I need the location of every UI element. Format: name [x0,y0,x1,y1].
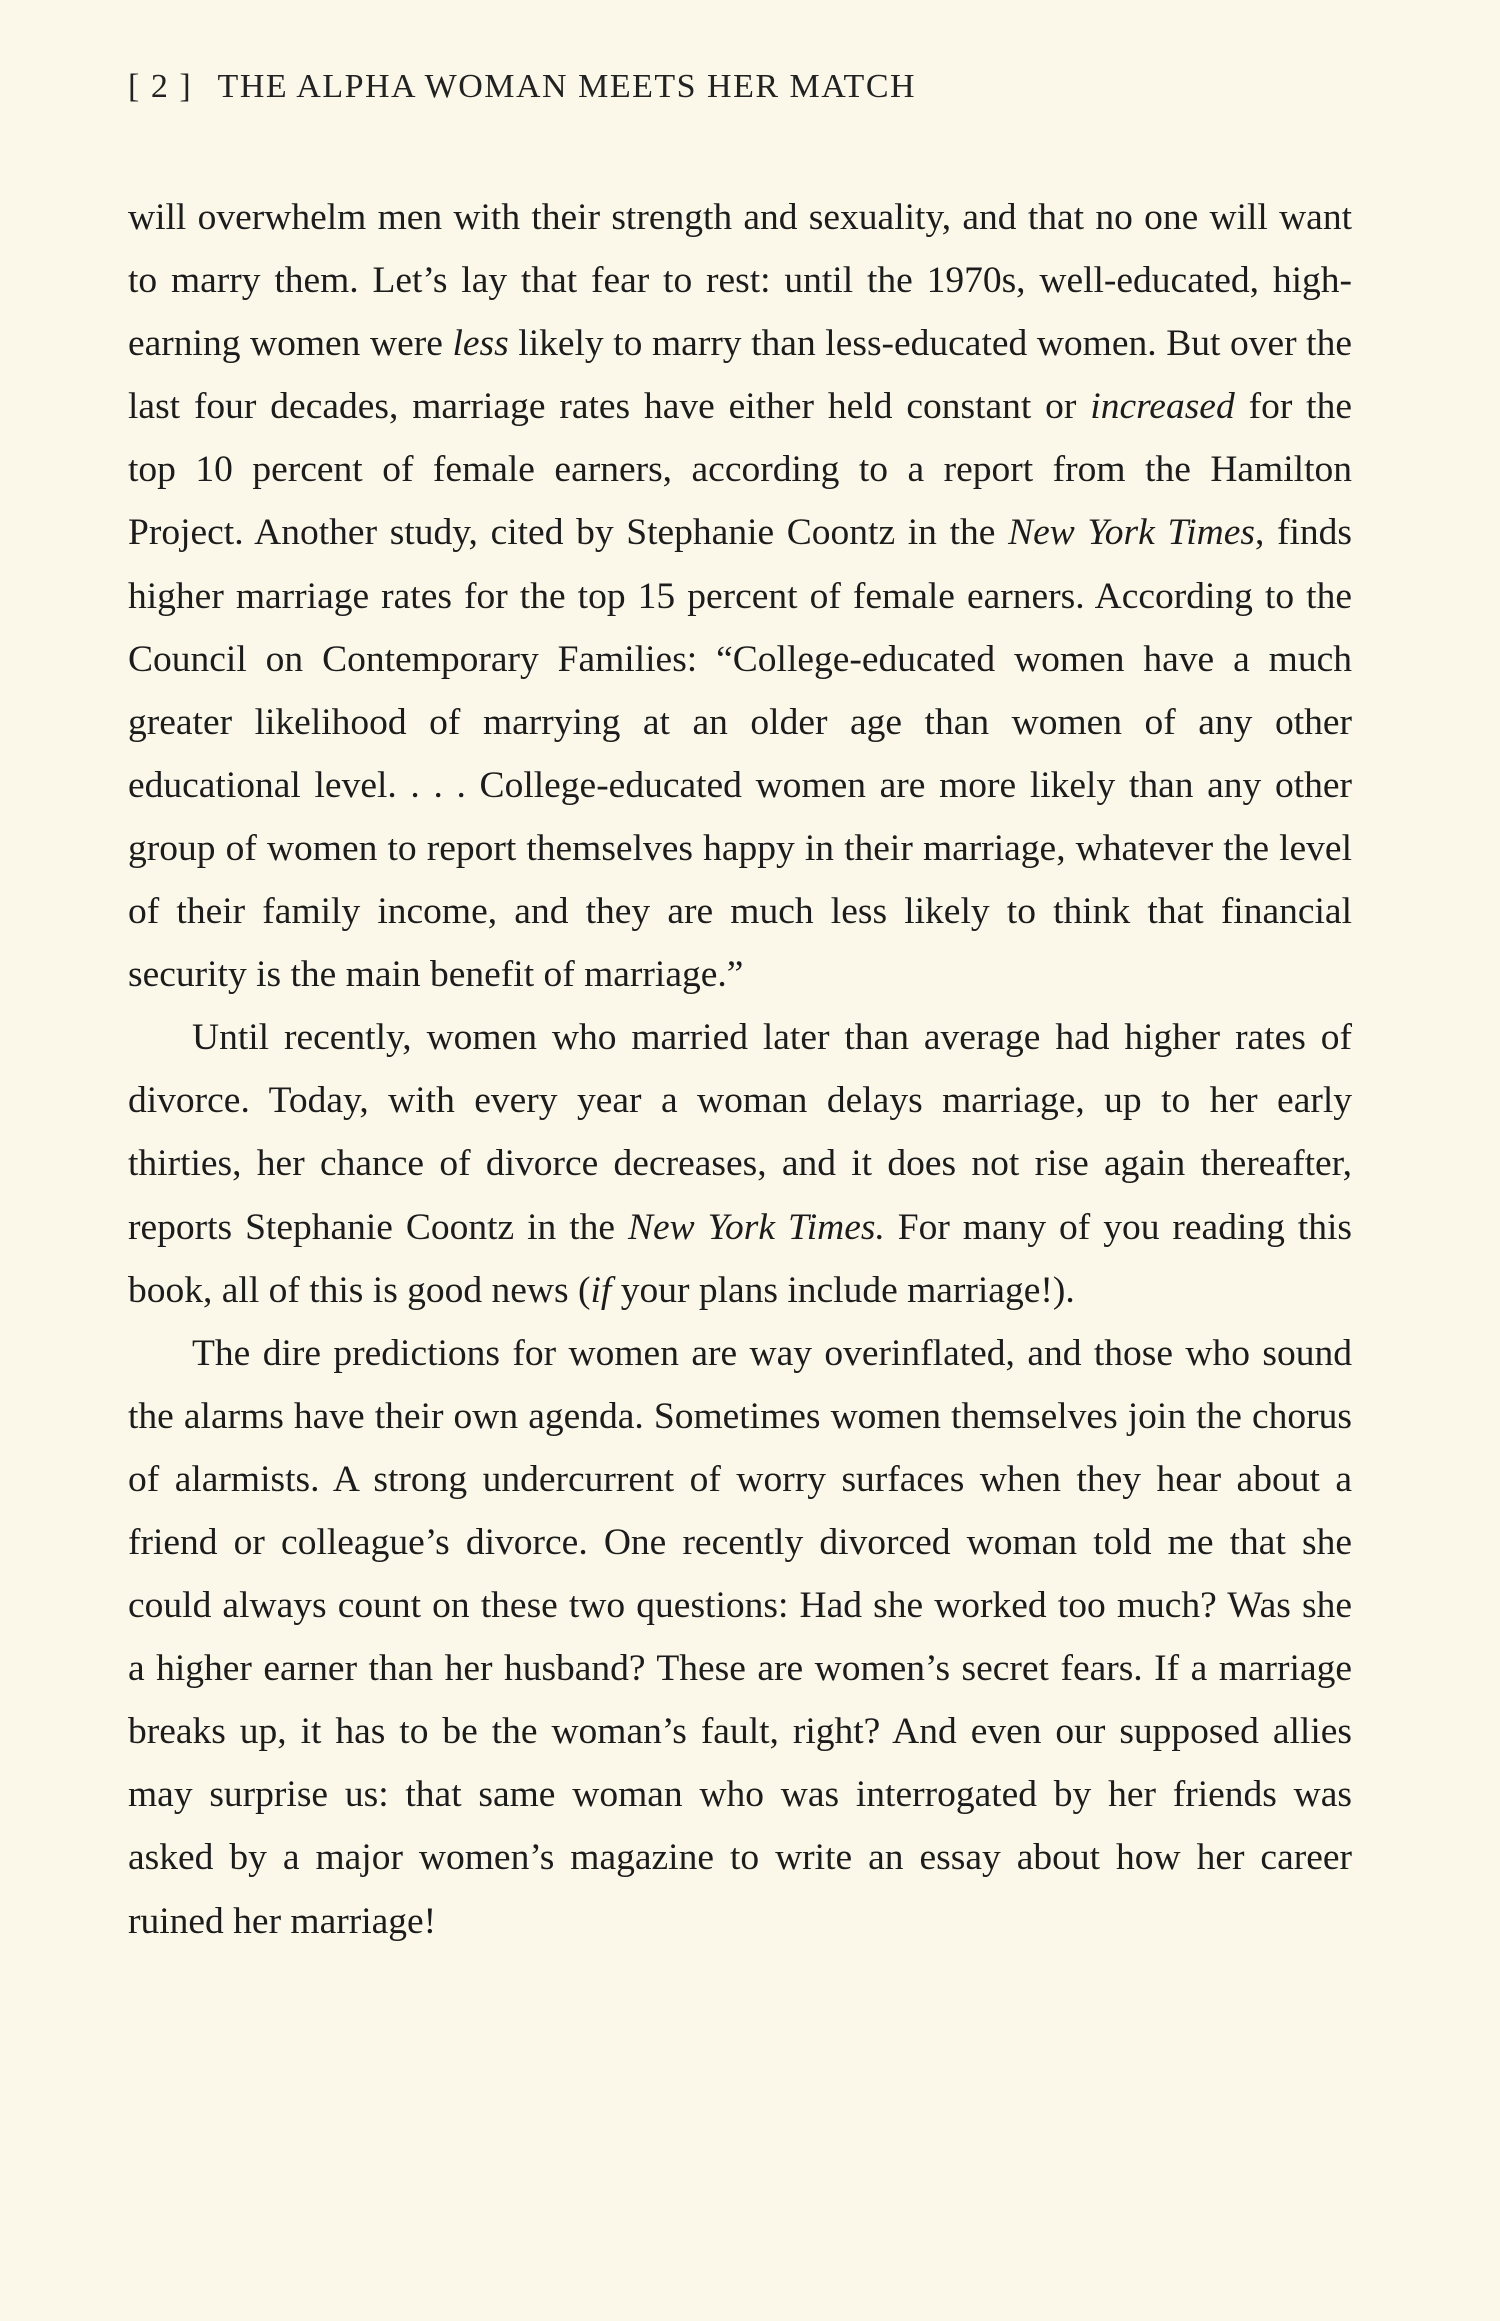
paragraph-3 [128,1322,1352,1953]
paragraph-1 [128,186,1352,1006]
text-segment: Until recently, women who married later than average had higher rates of divorce. Today, with every year a woman delays marriage, up to her early thirties, her chance of divorce decreases, and it does not rise again thereafter, reports Stephanie Coontz in the [128,1017,1352,1248]
text-segment: will overwhelm men with their strength and sexuality, and that no one will want to marry them. Let’s lay that fear to rest: until the 1970s, well-educated, high-earning women were [128,197,1352,365]
publication-title: New York Times [1008,512,1255,554]
text-segment: for the top 10 percent of female earners, according to a report from the Hamilton Project. Another study, cited by Stephanie Coontz in the [128,386,1352,554]
text-segment: The dire predictions for women are way overinflated, and those who sound the alarms have their own agenda. Sometimes women themselves join the chorus of alarmists. A strong undercurrent of worry surfaces when they hear about a friend or colleague’s divorce. One recently divorced woman told me that she could always count on these two questions: Had she worked too much? Was she a higher earner than her husband? These are women’s secret fears. If a marriage breaks up, it has to be the woman’s fault, right? And even our supposed allies may surprise us: that same woman who was interrogated by her friends was asked by a major women’s magazine to write an essay about how her career ruined her marriage! [128,1332,1352,1942]
publication-title: New York Times. [628,1206,885,1248]
body-text [128,186,1352,1953]
emphasis: less [452,323,509,365]
text-segment: your plans include marriage!). [611,1269,1075,1311]
emphasis: increased [1090,386,1235,428]
text-segment: , finds higher marriage rates for the top 15 percent of female earners. According to the Council on Contemporary Families: “College-educated women have a much greater likelihood of marrying at an older age than women of any other educational level. . . . College-educated women are more likely than any other group of women to report themselves happy in their marriage, whatever the level of their family income, and they are much less likely to think that financial security is the main benefit of marriage.” [128,512,1352,996]
page-number: [ 2 ] [128,68,193,105]
chapter-title: THE ALPHA WOMAN MEETS HER MATCH [217,68,917,105]
text-segment: likely to marry than less-educated women. But over the last four decades, marriage rates have either held constant or [128,323,1352,428]
text-segment: For many of you reading this book, all of this is good news ( [128,1206,1352,1311]
running-head [128,70,916,104]
paragraph-2 [128,1006,1352,1321]
emphasis: if [590,1269,612,1311]
